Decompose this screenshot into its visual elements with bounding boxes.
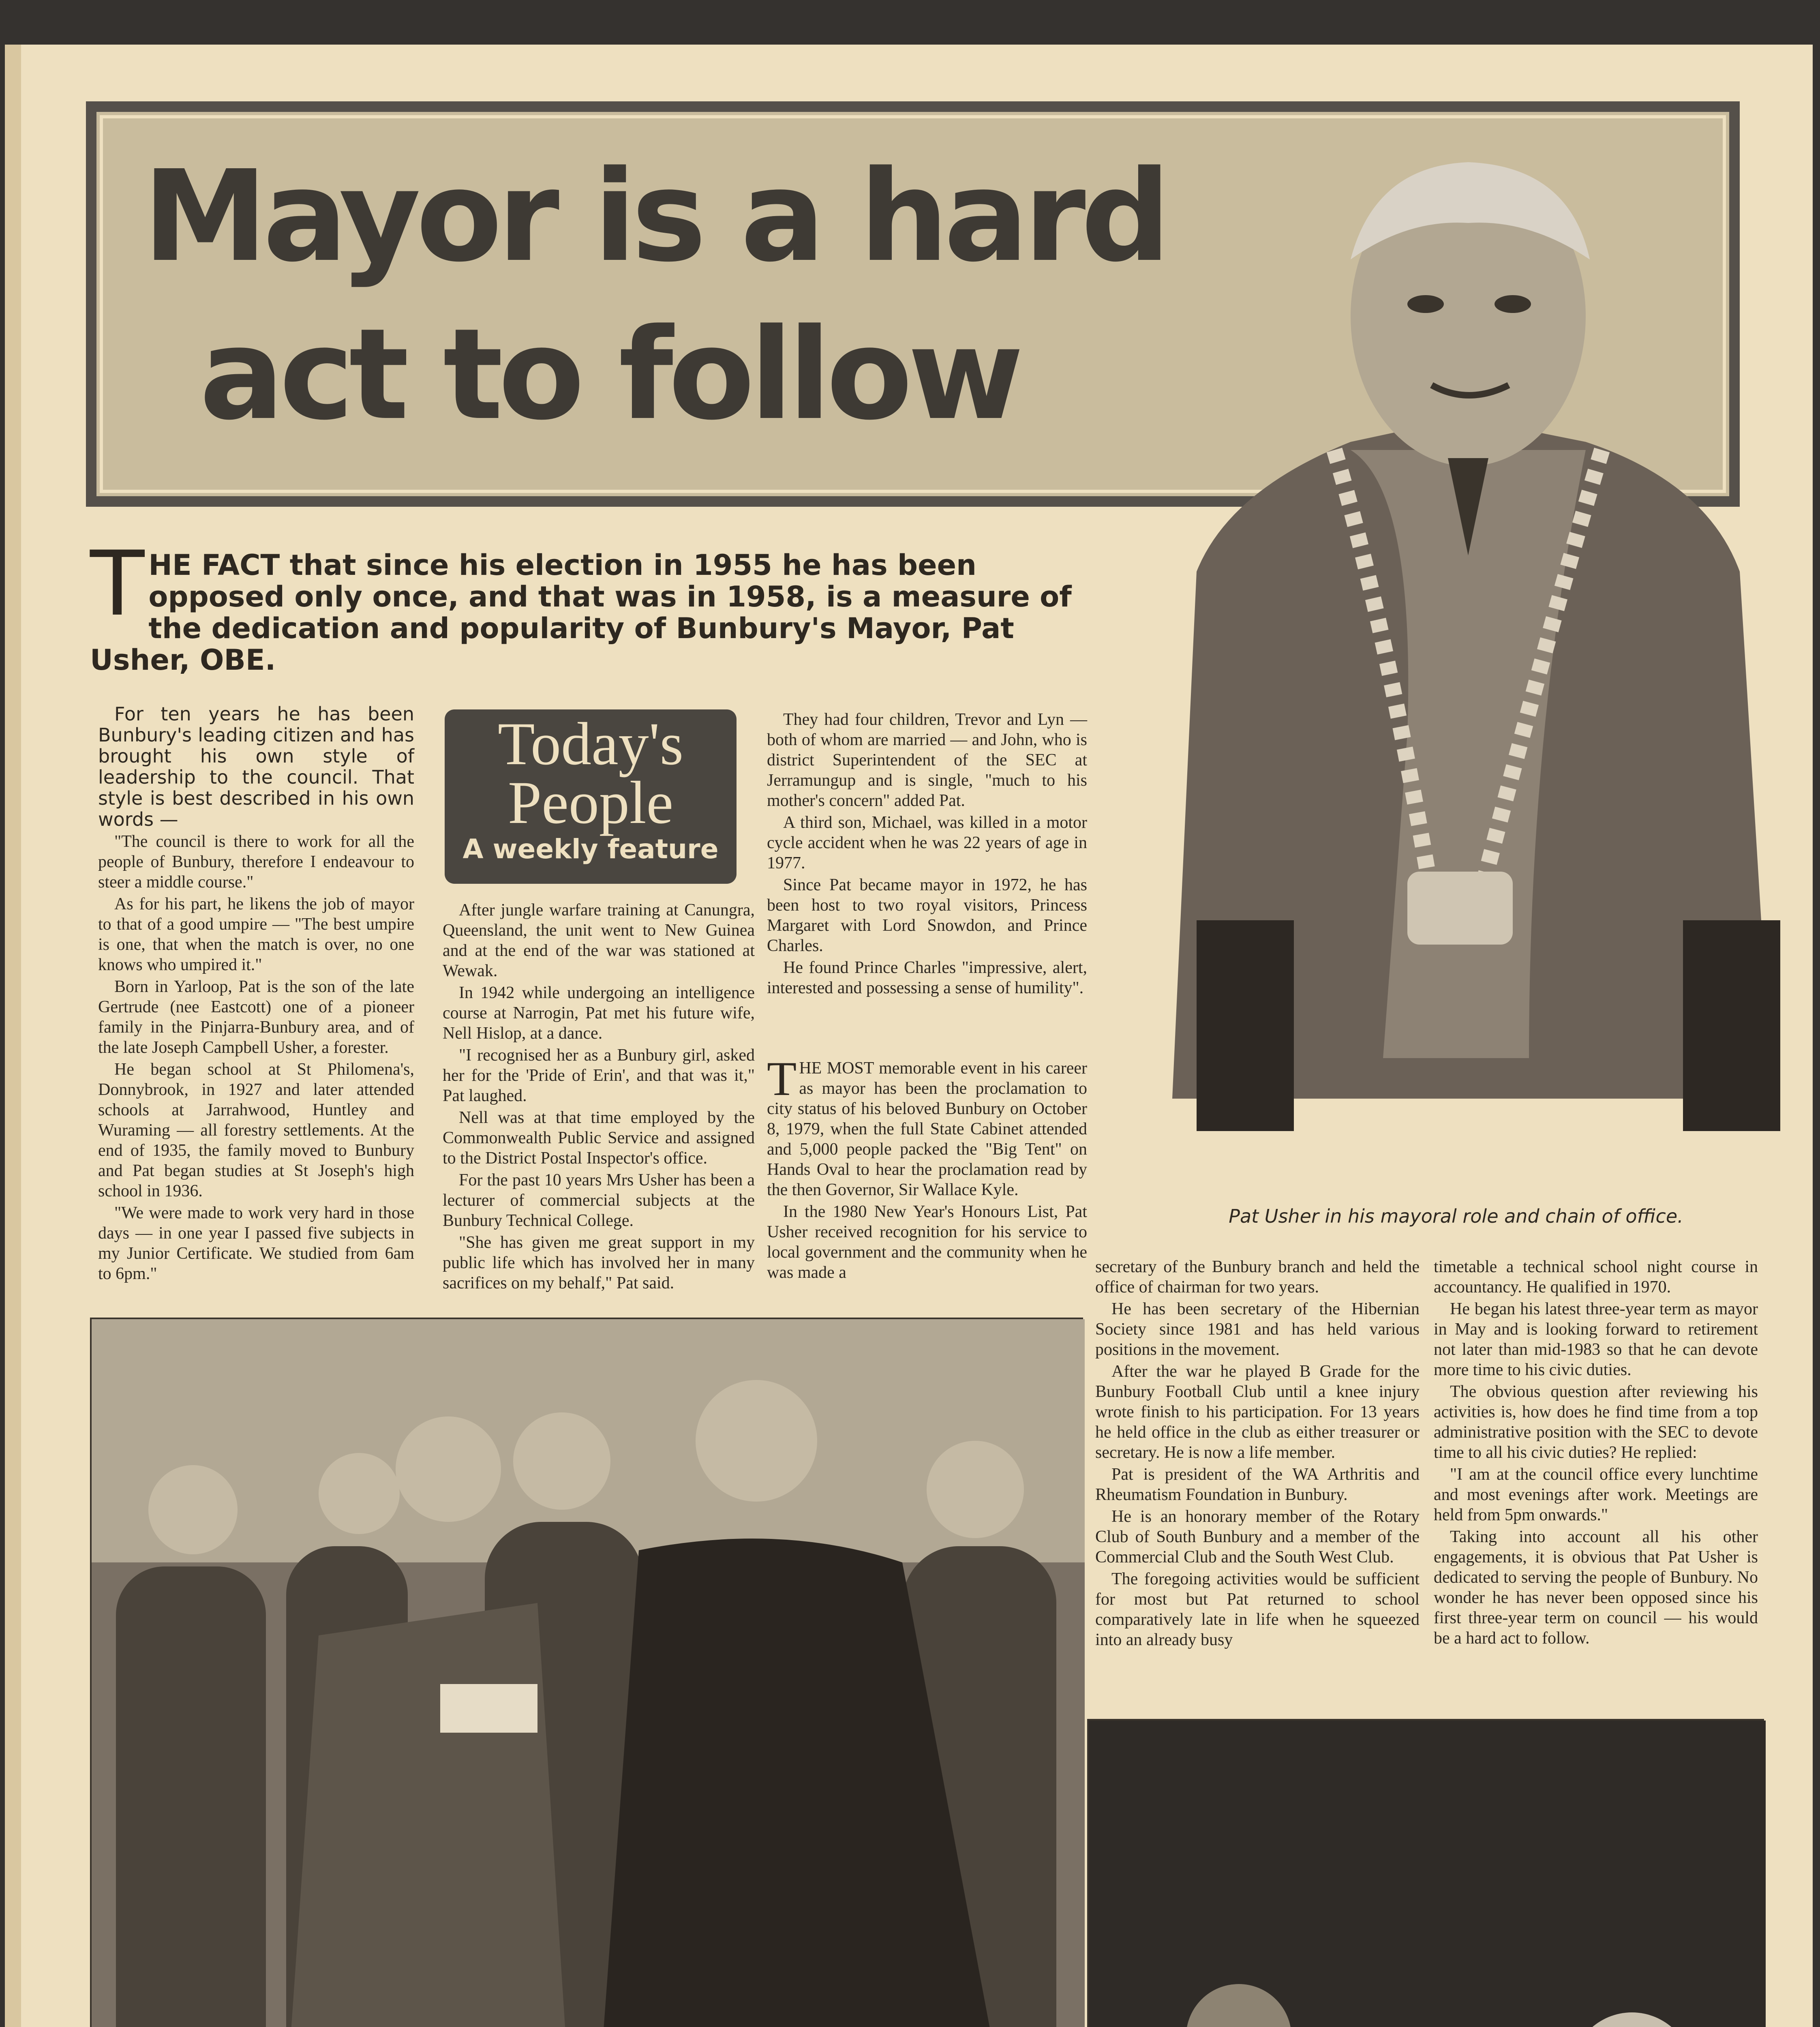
badge-title-1: Today's	[497, 710, 684, 778]
col5-para: He began his latest three-year term as mayor in May and is looking forward to retirement not later than mid-1983 so that he can devote more time to his civic duties.	[1434, 1300, 1762, 1379]
col4-para: Pat is president of the WA Arthritis and Rheumatism Foundation in Bunbury.	[1095, 1465, 1424, 1504]
headline	[143, 138, 1278, 454]
mayor-portrait-photo	[1124, 126, 1805, 1212]
col3-para: They had four children, Trevor and Lyn — both of whom are married — and John, who is district Superintendent of the SEC at Jerramungup and is single, "much to his mother's concern" added Pat.	[767, 710, 1092, 810]
col2-para: Nell was at that time employed by the Commonwealth Public Service and assigned to the District Postal Inspector's office.	[443, 1108, 759, 1168]
col3b-dropcap: T	[767, 1052, 797, 1106]
col4-para: After the war he played B Grade for the Bunbury Football Club until a knee injury wrote finish to his participation. For 13 years he held office in the club as either treasurer or secretary. He is now a life member.	[1095, 1362, 1424, 1462]
badge-title-2: People	[507, 769, 674, 836]
col2-para: After jungle warfare training at Canungra, Queensland, the unit went to New Guinea and at the end of the war was stationed at Wewak.	[443, 901, 759, 980]
intro-paragraph	[90, 532, 1120, 677]
col5-para: The obvious question after reviewing his activities is, how does he find time from a top administrative position with the SEC to devote time to all his civic duties? He replied:	[1434, 1382, 1762, 1462]
col2-para: For the past 10 years Mrs Usher has been a lecturer of commercial subjects at the Bunbury Technical College.	[443, 1171, 759, 1230]
headline-line-1: Mayor is a hard	[143, 144, 1166, 290]
col2-para: "She has given me great support in my public life which has involved her in many sacrifices on my behalf," Pat said.	[443, 1233, 759, 1292]
col4-para: The foregoing activities would be sufficient for most but Pat returned to school comparatively late in life when he squeezed into an already busy	[1095, 1570, 1424, 1649]
portrait-caption: Pat Usher in his mayoral role and chain of office.	[1229, 1205, 1683, 1227]
col1-para: For ten years he has been Bunbury's leading citizen and has brought his own style of leadership to the council. That style is best described in his own words —	[98, 703, 420, 830]
column-5	[1434, 1257, 1762, 1755]
col5-para: Taking into account all his other engagements, it is obvious that Pat Usher is dedicated to serving the people of Bunbury. No wonder he has never been opposed since his first three-year term on council — his would be a hard act to follow.	[1434, 1528, 1762, 1648]
ceremony-photo	[90, 1318, 1083, 2027]
col2-para: In 1942 while undergoing an intelligence course at Narrogin, Pat met his future wife, Nell Hislop, at a dance.	[443, 984, 759, 1043]
col5-para: timetable a technical school night course in accountancy. He qualified in 1970.	[1434, 1258, 1762, 1296]
intro-text: HE FACT that since his election in 1955 he has been opposed only once, and that was in 1958, is a measure of the dedication and popularity of Bunbury's Mayor, Pat Usher, OBE.	[90, 549, 1072, 677]
col1-para: "The council is there to work for all the people of Bunbury, therefore I endeavour to steer a middle course."	[98, 832, 419, 891]
col4-para: secretary of the Bunbury branch and held the office of chairman for two years.	[1095, 1258, 1424, 1296]
col3-para: He found Prince Charles "impressive, alert, interested and possessing a sense of humility".	[767, 958, 1092, 997]
col1-para: He began school at St Philomena's, Donnybrook, in 1927 and later attended schools at Jarrahwood, Huntley and Wuraming — all forestry settlements. At the end of 1935, the family moved to Bunbury and Pat began studies at St Joseph's high school in 1936.	[98, 1060, 419, 1200]
col1-para: As for his part, he likens the job of mayor to that of a good umpire — "The best umpire is one, that when the match is over, no one knows who umpired it."	[98, 895, 419, 974]
column-1	[98, 703, 420, 1344]
headline-line-2: act to follow	[199, 302, 1019, 448]
column-4	[1095, 1257, 1424, 1755]
column-3a	[767, 709, 1092, 1042]
big-tent-photo	[1087, 1719, 1764, 2027]
intro-dropcap: T	[90, 532, 145, 636]
col2-para: "I recognised her as a Bunbury girl, asked her for the 'Pride of Erin', and that was it," Pat laughed.	[443, 1046, 759, 1105]
col3-para: A third son, Michael, was killed in a motor cycle accident when he was 22 years of age in 1977.	[767, 813, 1092, 872]
col4-para: He has been secretary of the Hibernian Society since 1981 and has held various positions in the movement.	[1095, 1300, 1424, 1359]
col1-para: Born in Yarloop, Pat is the son of the late Gertrude (nee Eastcott) one of a pioneer family in the Pinjarra-Bunbury area, and of the late Joseph Campbell Usher, a forester.	[98, 977, 419, 1057]
column-3b	[767, 1052, 1092, 1346]
col3b-text: HE MOST memorable event in his career as mayor has been the proclamation to city status of his beloved Bunbury on October 8, 1979, when the full State Cabinet attended and 5,000 people packed the "Big Tent" on Hands Oval to hear the proclamation read by the then Governor, Sir Wallace Kyle.	[767, 1059, 1092, 1199]
col5-para: "I am at the council office every lunchtime and most evenings after work. Meetings are held from 5pm onwards."	[1434, 1465, 1762, 1524]
todays-people-badge	[445, 709, 737, 884]
col3-para: Since Pat became mayor in 1972, he has been host to two royal visitors, Princess Margaret with Lord Snowdon, and Prince Charles.	[767, 876, 1092, 955]
col3b-para-1	[767, 1052, 1092, 1200]
newspaper-page	[5, 45, 1813, 2027]
col3b-para-2: In the 1980 New Year's Honours List, Pat Usher received recognition for his service to local government and the community when he was made a	[767, 1202, 1092, 1282]
column-2	[443, 900, 759, 1346]
col4-para: He is an honorary member of the Rotary Club of South Bunbury and a member of the Commercial Club and the South West Club.	[1095, 1507, 1424, 1566]
col1-para: "We were made to work very hard in those days — in one year I passed five subjects in my Junior Certificate. We studied from 6am to 6pm."	[98, 1204, 419, 1283]
badge-subtitle: A weekly feature	[462, 834, 719, 865]
